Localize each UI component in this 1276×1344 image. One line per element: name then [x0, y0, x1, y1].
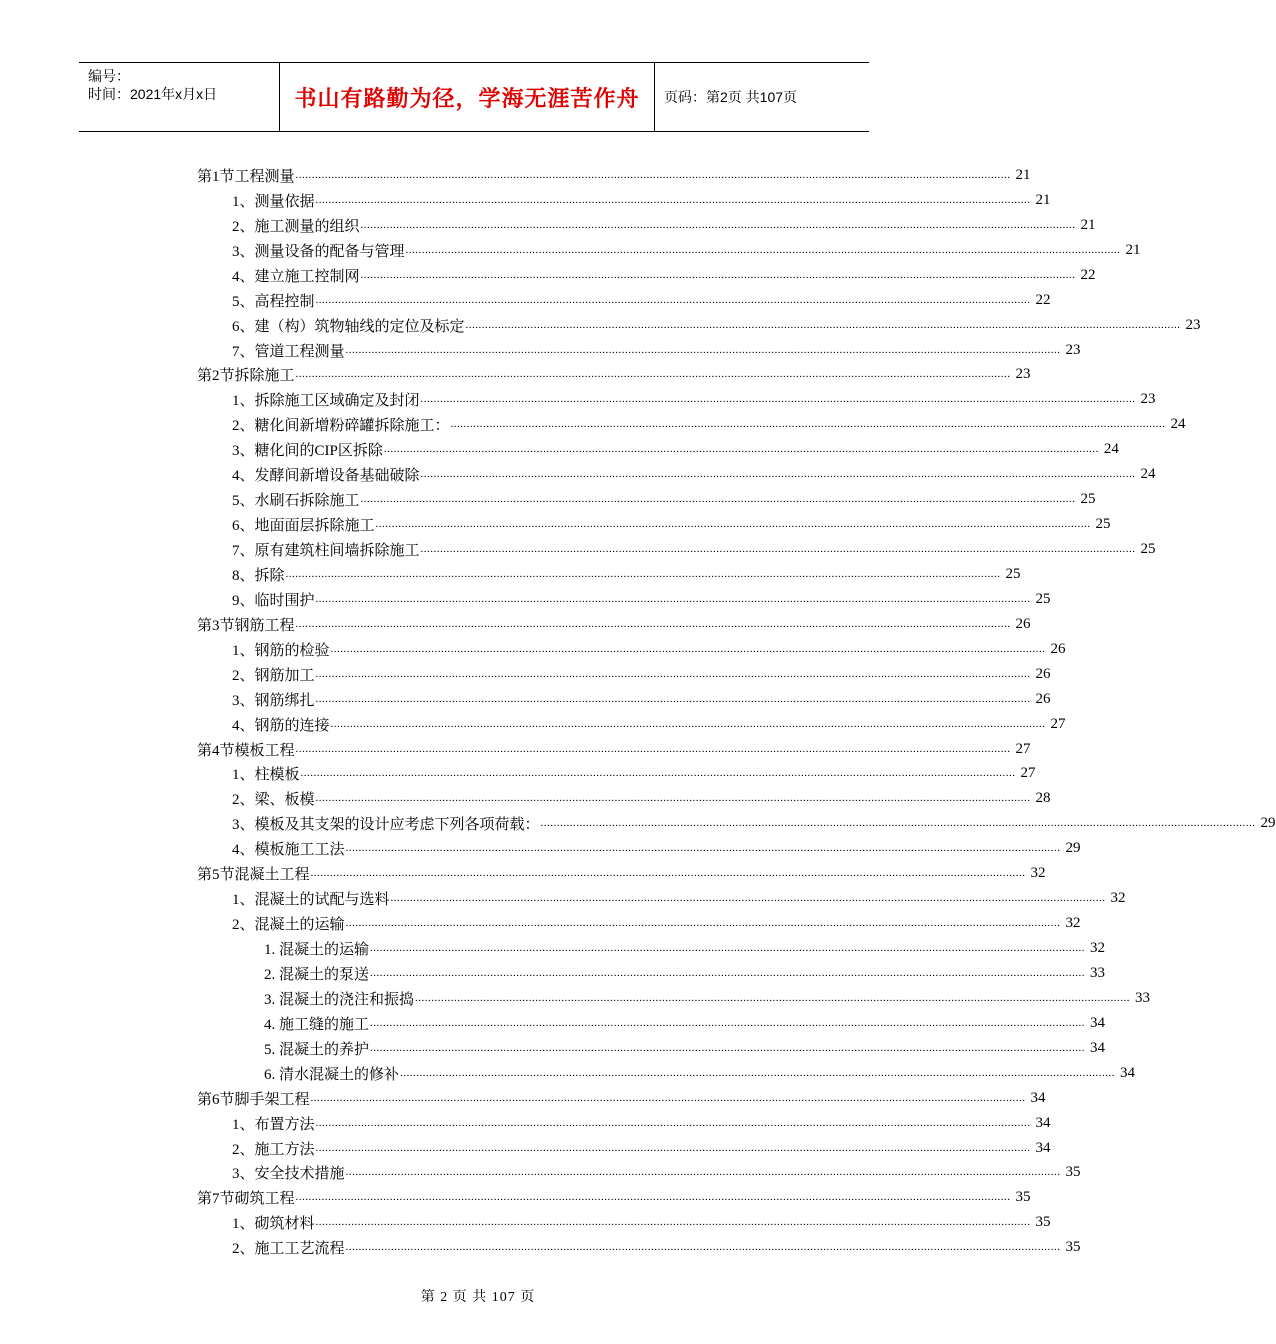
- toc-subsection-entry[interactable]: [197, 687, 1051, 712]
- toc-entry-page: 33: [1090, 964, 1106, 981]
- table-of-contents: [197, 163, 1276, 1260]
- toc-subsection-entry[interactable]: [197, 562, 1021, 587]
- toc-leader-dots: ............................................................................................................................................................................................................................: [330, 642, 1046, 655]
- toc-entry-page: 35: [1065, 1164, 1081, 1181]
- toc-entry-page: 34: [1030, 1089, 1046, 1106]
- toc-entry-page: 25: [1005, 565, 1021, 582]
- toc-entry-title: 工程测量: [234, 168, 295, 185]
- toc-subsection-entry[interactable]: [197, 886, 1126, 911]
- toc-entry-page: 24: [1170, 416, 1186, 433]
- toc-subsection-entry[interactable]: [197, 1011, 1106, 1036]
- toc-entry-title: 拆除施工区域确定及封闭: [254, 393, 420, 410]
- toc-entry-page: 25: [1080, 491, 1096, 508]
- toc-leader-dots: ............................................................................................................................................................................................................................: [465, 318, 1181, 331]
- toc-subsection-entry[interactable]: [197, 213, 1096, 238]
- toc-entry-number: 1、: [232, 642, 255, 659]
- toc-leader-dots: ............................................................................................................................................................................................................................: [370, 942, 1086, 955]
- toc-entry-title: 施工方法: [254, 1141, 315, 1158]
- toc-subsection-entry[interactable]: [197, 387, 1156, 412]
- toc-leader-dots: ............................................................................................................................................................................................................................: [295, 1191, 1011, 1204]
- toc-entry-page: 34: [1090, 1014, 1106, 1031]
- toc-entry-page: 23: [1185, 316, 1201, 333]
- toc-entry-number: 1、: [232, 393, 255, 410]
- toc-entry-number: 2、: [232, 667, 255, 684]
- toc-entry-title: 管道工程测量: [254, 343, 345, 360]
- toc-entry-title: 布置方法: [254, 1116, 315, 1133]
- toc-entry-page: 21: [1035, 191, 1051, 208]
- toc-entry-title: 施工测量的组织: [254, 218, 360, 235]
- page-header: [79, 62, 869, 132]
- toc-entry-title: 2. 混凝土的泵送: [264, 966, 370, 983]
- toc-entry-title: 原有建筑柱间墙拆除施工: [254, 543, 420, 560]
- toc-entry-page: 26: [1050, 640, 1066, 657]
- toc-entry-page: 32: [1030, 865, 1046, 882]
- toc-entry-page: 25: [1095, 516, 1111, 533]
- toc-entry-page: 23: [1015, 366, 1031, 383]
- toc-leader-dots: ............................................................................................................................................................................................................................: [315, 667, 1031, 680]
- toc-subsection-entry[interactable]: [197, 487, 1096, 512]
- toc-leader-dots: ............................................................................................................................................................................................................................: [415, 991, 1131, 1004]
- toc-entry-number: 第5节: [197, 867, 235, 884]
- toc-leader-dots: ............................................................................................................................................................................................................................: [315, 592, 1031, 605]
- header-motto: 书山有路勤为径，学海无涯苦作舟: [280, 63, 655, 131]
- toc-entry-title: 模板及其支架的设计应考虑下列各项荷载：: [254, 817, 540, 834]
- toc-entry-number: 2、: [232, 218, 255, 235]
- toc-subsection-entry[interactable]: [197, 712, 1066, 737]
- toc-entry-page: 29: [1260, 815, 1276, 832]
- toc-entry-title: 柱模板: [254, 767, 300, 784]
- toc-section-entry[interactable]: [197, 737, 1031, 762]
- toc-entry-title: 3. 混凝土的浇注和振捣: [264, 991, 415, 1008]
- toc-entry-number: 1、: [232, 1216, 255, 1233]
- toc-section-entry[interactable]: [197, 1086, 1046, 1111]
- toc-leader-dots: ............................................................................................................................................................................................................................: [360, 493, 1076, 506]
- toc-subsection-entry[interactable]: [197, 263, 1096, 288]
- toc-leader-dots: ............................................................................................................................................................................................................................: [345, 917, 1061, 930]
- toc-subsection-entry[interactable]: [197, 512, 1111, 537]
- toc-leader-dots: ............................................................................................................................................................................................................................: [345, 842, 1061, 855]
- toc-leader-dots: ............................................................................................................................................................................................................................: [295, 368, 1011, 381]
- toc-leader-dots: ............................................................................................................................................................................................................................: [285, 567, 1001, 580]
- toc-entry-page: 27: [1050, 715, 1066, 732]
- toc-entry-number: 7、: [232, 543, 255, 560]
- toc-leader-dots: ............................................................................................................................................................................................................................: [345, 1241, 1061, 1254]
- toc-entry-page: 23: [1140, 391, 1156, 408]
- toc-subsection-entry[interactable]: [197, 338, 1081, 363]
- toc-entry-page: 35: [1065, 1239, 1081, 1256]
- toc-subsection-entry[interactable]: [197, 1235, 1081, 1260]
- toc-leader-dots: ............................................................................................................................................................................................................................: [370, 1041, 1086, 1054]
- toc-subsection-entry[interactable]: [197, 587, 1051, 612]
- toc-entry-page: 27: [1020, 765, 1036, 782]
- toc-leader-dots: ............................................................................................................................................................................................................................: [345, 1166, 1061, 1179]
- toc-leader-dots: ............................................................................................................................................................................................................................: [400, 1066, 1116, 1079]
- toc-entry-title: 混凝土工程: [234, 867, 310, 884]
- toc-entry-title: 发酵间新增设备基础破除: [254, 468, 420, 485]
- toc-subsection-entry[interactable]: [197, 1111, 1051, 1136]
- toc-entry-page: 25: [1140, 541, 1156, 558]
- toc-leader-dots: ............................................................................................................................................................................................................................: [315, 792, 1031, 805]
- toc-leader-dots: ............................................................................................................................................................................................................................: [310, 1091, 1026, 1104]
- toc-leader-dots: ............................................................................................................................................................................................................................: [360, 268, 1076, 281]
- toc-entry-number: 2、: [232, 917, 255, 934]
- toc-entry-page: 34: [1090, 1039, 1106, 1056]
- toc-entry-number: 1、: [232, 892, 255, 909]
- toc-leader-dots: ............................................................................................................................................................................................................................: [450, 418, 1166, 431]
- footer-page-number: 第 2 页 共 107 页: [420, 1290, 536, 1305]
- toc-entry-number: 3、: [232, 443, 255, 460]
- toc-entry-number: 4、: [232, 268, 255, 285]
- toc-entry-page: 21: [1015, 166, 1031, 183]
- toc-leader-dots: ............................................................................................................................................................................................................................: [540, 817, 1256, 830]
- toc-entry-page: 32: [1110, 890, 1126, 907]
- toc-entry-number: 7、: [232, 343, 255, 360]
- toc-entry-title: 1. 混凝土的运输: [264, 942, 370, 959]
- toc-entry-page: 29: [1065, 840, 1081, 857]
- toc-subsection-entry[interactable]: [197, 1036, 1106, 1061]
- toc-leader-dots: ............................................................................................................................................................................................................................: [300, 767, 1016, 780]
- toc-entry-title: 拆除: [254, 567, 285, 584]
- toc-section-entry[interactable]: [197, 612, 1031, 637]
- toc-leader-dots: ............................................................................................................................................................................................................................: [375, 518, 1091, 531]
- time-label: 时间：2021年x月x日: [88, 86, 218, 102]
- toc-entry-title: 拆除施工: [234, 368, 295, 385]
- toc-subsection-entry[interactable]: [197, 786, 1051, 811]
- toc-entry-title: 砌筑工程: [234, 1191, 295, 1208]
- toc-leader-dots: ............................................................................................................................................................................................................................: [315, 1141, 1031, 1154]
- toc-subsection-entry[interactable]: [197, 811, 1276, 836]
- toc-entry-page: 32: [1065, 915, 1081, 932]
- page-footer: [0, 1286, 950, 1306]
- toc-entry-title: 建立施工控制网: [254, 268, 360, 285]
- toc-entry-number: 5、: [232, 293, 255, 310]
- toc-entry-number: 3、: [232, 1166, 255, 1183]
- toc-leader-dots: ............................................................................................................................................................................................................................: [295, 742, 1011, 755]
- toc-entry-page: 34: [1120, 1064, 1136, 1081]
- toc-entry-number: 第6节: [197, 1091, 235, 1108]
- toc-entry-page: 24: [1140, 466, 1156, 483]
- toc-entry-number: 4、: [232, 468, 255, 485]
- toc-entry-title: 水刷石拆除施工: [254, 493, 360, 510]
- toc-subsection-entry[interactable]: [197, 662, 1051, 687]
- toc-entry-title: 测量设备的配备与管理: [254, 243, 405, 260]
- toc-entry-title: 安全技术措施: [254, 1166, 345, 1183]
- toc-entry-number: 6、: [232, 318, 255, 335]
- toc-entry-number: 2、: [232, 792, 255, 809]
- toc-leader-dots: ............................................................................................................................................................................................................................: [420, 393, 1136, 406]
- toc-subsection-entry[interactable]: [197, 537, 1156, 562]
- toc-leader-dots: ............................................................................................................................................................................................................................: [330, 717, 1046, 730]
- toc-entry-page: 35: [1035, 1214, 1051, 1231]
- toc-entry-number: 4、: [232, 842, 255, 859]
- toc-leader-dots: ............................................................................................................................................................................................................................: [383, 443, 1099, 456]
- toc-entry-number: 3、: [232, 692, 255, 709]
- toc-subsection-entry[interactable]: [197, 836, 1081, 861]
- toc-entry-number: 第7节: [197, 1191, 235, 1208]
- header-left-cell: [79, 63, 280, 131]
- toc-entry-title: 钢筋的检验: [254, 642, 330, 659]
- toc-entry-page: 24: [1103, 441, 1119, 458]
- toc-entry-title: 地面面层拆除施工: [254, 518, 375, 535]
- toc-subsection-entry[interactable]: [197, 1136, 1051, 1161]
- toc-entry-title: 钢筋工程: [234, 617, 295, 634]
- toc-subsection-entry[interactable]: [197, 1061, 1136, 1086]
- toc-entry-page: 26: [1035, 690, 1051, 707]
- toc-entry-title: 糖化间的CIP区拆除: [254, 443, 383, 460]
- toc-leader-dots: ............................................................................................................................................................................................................................: [390, 892, 1106, 905]
- toc-entry-number: 9、: [232, 592, 255, 609]
- toc-entry-page: 28: [1035, 790, 1051, 807]
- toc-entry-page: 32: [1090, 940, 1106, 957]
- serial-number-label: 编号：: [88, 68, 130, 84]
- header-page-info: 页码：第2页 共107页: [664, 89, 798, 105]
- toc-entry-title: 高程控制: [254, 293, 315, 310]
- toc-entry-title: 钢筋的连接: [254, 717, 330, 734]
- toc-entry-number: 第4节: [197, 742, 235, 759]
- toc-entry-number: 第2节: [197, 368, 235, 385]
- toc-leader-dots: ............................................................................................................................................................................................................................: [295, 617, 1011, 630]
- toc-entry-page: 35: [1015, 1189, 1031, 1206]
- toc-leader-dots: ............................................................................................................................................................................................................................: [315, 293, 1031, 306]
- toc-subsection-entry[interactable]: [197, 437, 1119, 462]
- toc-entry-page: 33: [1135, 989, 1151, 1006]
- toc-entry-page: 34: [1035, 1114, 1051, 1131]
- toc-leader-dots: ............................................................................................................................................................................................................................: [420, 468, 1136, 481]
- toc-subsection-entry[interactable]: [197, 986, 1151, 1011]
- toc-entry-title: 5. 混凝土的养护: [264, 1041, 370, 1058]
- toc-leader-dots: ............................................................................................................................................................................................................................: [295, 168, 1011, 181]
- toc-entry-page: 26: [1035, 665, 1051, 682]
- toc-entry-title: 混凝土的运输: [254, 917, 345, 934]
- toc-subsection-entry[interactable]: [197, 1161, 1081, 1186]
- toc-entry-number: 第1节: [197, 168, 235, 185]
- toc-entry-title: 模板施工工法: [254, 842, 345, 859]
- toc-leader-dots: ............................................................................................................................................................................................................................: [370, 1016, 1086, 1029]
- toc-leader-dots: ............................................................................................................................................................................................................................: [310, 867, 1026, 880]
- toc-entry-page: 22: [1080, 266, 1096, 283]
- toc-entry-title: 模板工程: [234, 742, 295, 759]
- toc-leader-dots: ............................................................................................................................................................................................................................: [370, 966, 1086, 979]
- toc-leader-dots: ............................................................................................................................................................................................................................: [405, 243, 1121, 256]
- toc-entry-number: 5、: [232, 493, 255, 510]
- toc-subsection-entry[interactable]: [197, 313, 1201, 338]
- toc-entry-number: 4、: [232, 717, 255, 734]
- toc-entry-page: 22: [1035, 291, 1051, 308]
- toc-entry-page: 27: [1015, 740, 1031, 757]
- toc-subsection-entry[interactable]: [197, 238, 1141, 263]
- toc-entry-number: 8、: [232, 567, 255, 584]
- toc-subsection-entry[interactable]: [197, 1210, 1051, 1235]
- toc-subsection-entry[interactable]: [197, 288, 1051, 313]
- toc-entry-number: 1、: [232, 767, 255, 784]
- toc-entry-title: 测量依据: [254, 193, 315, 210]
- toc-entry-title: 临时围护: [254, 592, 315, 609]
- toc-entry-number: 3、: [232, 243, 255, 260]
- toc-entry-page: 26: [1015, 615, 1031, 632]
- toc-entry-title: 施工工艺流程: [254, 1241, 345, 1258]
- toc-entry-number: 3、: [232, 817, 255, 834]
- toc-leader-dots: ............................................................................................................................................................................................................................: [315, 1116, 1031, 1129]
- toc-leader-dots: ............................................................................................................................................................................................................................: [315, 193, 1031, 206]
- toc-entry-title: 6. 清水混凝土的修补: [264, 1066, 400, 1083]
- toc-subsection-entry[interactable]: [197, 936, 1106, 961]
- toc-entry-title: 脚手架工程: [234, 1091, 310, 1108]
- toc-entry-page: 34: [1035, 1139, 1051, 1156]
- toc-entry-title: 钢筋绑扎: [254, 692, 315, 709]
- toc-subsection-entry[interactable]: [197, 762, 1036, 787]
- toc-subsection-entry[interactable]: [197, 911, 1081, 936]
- toc-entry-number: 1、: [232, 1116, 255, 1133]
- toc-entry-page: 21: [1125, 241, 1141, 258]
- toc-entry-title: 建（构）筑物轴线的定位及标定: [254, 318, 465, 335]
- toc-subsection-entry[interactable]: [197, 637, 1066, 662]
- toc-entry-number: 1、: [232, 193, 255, 210]
- toc-section-entry[interactable]: [197, 363, 1031, 388]
- toc-entry-number: 2、: [232, 1141, 255, 1158]
- toc-leader-dots: ............................................................................................................................................................................................................................: [315, 692, 1031, 705]
- toc-section-entry[interactable]: [197, 163, 1031, 188]
- toc-section-entry[interactable]: [197, 1185, 1031, 1210]
- toc-entry-title: 混凝土的试配与选料: [254, 892, 390, 909]
- toc-entry-number: 2、: [232, 418, 255, 435]
- toc-leader-dots: ............................................................................................................................................................................................................................: [360, 218, 1076, 231]
- toc-subsection-entry[interactable]: [197, 188, 1051, 213]
- toc-subsection-entry[interactable]: [197, 462, 1156, 487]
- toc-leader-dots: ............................................................................................................................................................................................................................: [420, 543, 1136, 556]
- toc-entry-number: 6、: [232, 518, 255, 535]
- toc-entry-title: 4. 施工缝的施工: [264, 1016, 370, 1033]
- toc-section-entry[interactable]: [197, 861, 1046, 886]
- toc-entry-title: 梁、板模: [254, 792, 315, 809]
- toc-entry-page: 21: [1080, 216, 1096, 233]
- toc-subsection-entry[interactable]: [197, 412, 1186, 437]
- toc-leader-dots: ............................................................................................................................................................................................................................: [315, 1216, 1031, 1229]
- toc-entry-number: 2、: [232, 1241, 255, 1258]
- toc-entry-title: 糖化间新增粉碎罐拆除施工：: [254, 418, 450, 435]
- toc-entry-page: 25: [1035, 590, 1051, 607]
- toc-entry-title: 钢筋加工: [254, 667, 315, 684]
- toc-entry-number: 第3节: [197, 617, 235, 634]
- toc-leader-dots: ............................................................................................................................................................................................................................: [345, 343, 1061, 356]
- toc-entry-page: 23: [1065, 341, 1081, 358]
- toc-subsection-entry[interactable]: [197, 961, 1106, 986]
- toc-entry-title: 砌筑材料: [254, 1216, 315, 1233]
